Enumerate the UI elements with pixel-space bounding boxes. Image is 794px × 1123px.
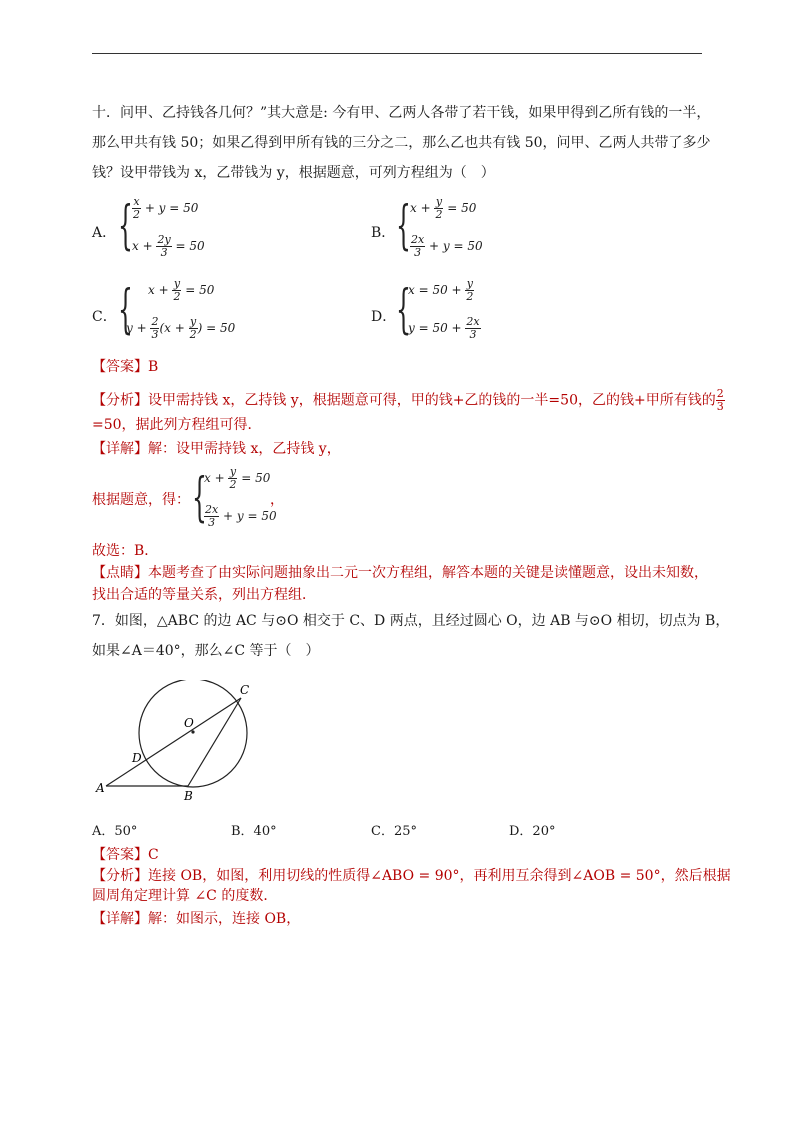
header-rule <box>92 53 702 54</box>
q10-choose: 故选：B． <box>92 543 159 559</box>
segment-bc <box>188 698 241 786</box>
q7-analysis-line-2: 圆周角定理计算 ∠C 的度数． <box>92 888 278 904</box>
option-a-system: { $\frac{x}{2}$ + y = 50 x + $\frac{2y}{3}$ = 50 <box>118 195 205 259</box>
center-point <box>191 730 194 733</box>
q10-text-line-2: 那么甲共有钱 50；如果乙得到甲所有钱的三分之二，那么乙也共有钱 50，问甲、乙两人共带了多少 <box>92 135 711 151</box>
option-b-label: B． <box>371 225 396 241</box>
brace-icon: { <box>118 196 133 256</box>
option-c-system: { x + $\frac{y}{2}$ = 50 y + $\frac{2}{3}$ (x + $\frac{y}{2}$ ) = 50 <box>118 277 236 341</box>
detail-system: { x + $\frac{y}{2}$ = 50 $\frac{2x}{3}$ + y = 50 <box>192 465 277 529</box>
option-b-system: { x + $\frac{y}{2}$ = 50 $\frac{2x}{3}$ + y = 50 <box>396 195 483 259</box>
label-b: B <box>184 789 193 803</box>
detail-comma: ， <box>270 492 284 508</box>
brace-icon: { <box>118 280 133 340</box>
brace-icon: { <box>192 468 207 528</box>
option-a-label: A． <box>92 225 117 241</box>
q10-comment-line-2: 找出合适的等量关系，列出方程组． <box>92 587 316 603</box>
segment-ac <box>106 698 241 786</box>
q7-text-line-1: 7．如图，△ABC 的边 AC 与⊙O 相交于 C、D 两点，且经过圆心 O，边 AB 与⊙O 相切，切点为 B， <box>92 613 730 629</box>
brace-icon: { <box>396 196 411 256</box>
label-d: D <box>132 751 142 765</box>
q7-choice-d: D．20° <box>509 824 556 839</box>
q7-analysis-line-1: 【分析】连接 OB，如图，利用切线的性质得∠ABO = 90°，再利用互余得到∠AOB = 50°，然后根据 <box>92 868 731 884</box>
q7-text-line-2: 如果∠A＝40°，那么∠C 等于（ ） <box>92 643 320 659</box>
label-o: O <box>184 716 194 730</box>
q7-choice-a: A．50° <box>92 824 138 839</box>
q10-analysis-line-1: 【分析】设甲需持钱 x，乙持钱 y，根据题意可得，甲的钱+乙的钱的一半=50，乙的钱+甲所有钱的 $\frac{2}{3}$ <box>92 387 724 413</box>
q7-choice-b: B．40° <box>231 824 277 839</box>
geometry-figure <box>92 680 272 810</box>
q10-analysis-line-2: =50，据此列方程组可得． <box>92 417 262 433</box>
q10-text-line-3: 钱？设甲带钱为 x，乙带钱为 y，根据题意，可列方程组为（ ） <box>92 165 495 181</box>
q10-detail-line-1: 【详解】解：设甲需持钱 x，乙持钱 y， <box>92 441 341 457</box>
option-d-label: D． <box>371 309 397 325</box>
label-c: C <box>240 683 250 697</box>
q7-answer: 【答案】C <box>92 847 159 863</box>
q10-answer: 【答案】B <box>92 359 159 375</box>
option-c-label: C． <box>92 309 117 325</box>
q7-detail-line-1: 【详解】解：如图示，连接 OB， <box>92 911 301 927</box>
brace-icon: { <box>396 280 411 340</box>
q7-choice-c: C．25° <box>371 824 417 839</box>
option-d-system: { x = 50 + $\frac{y}{2}$ y = 50 + $\frac{2x}{3}$ <box>396 277 480 341</box>
q10-comment-line-1: 【点睛】本题考查了由实际问题抽象出二元一次方程组，解答本题的关键是读懂题意，设出未知数， <box>92 565 708 581</box>
label-a: A <box>96 781 105 795</box>
q10-text-line-1: 十．问甲、乙持钱各几何？”其大意是: 今有甲、乙两人各带了若干钱，如果甲得到乙所有钱的一半， <box>92 105 711 121</box>
q10-detail-line-2: 根据题意，得： <box>92 492 190 508</box>
